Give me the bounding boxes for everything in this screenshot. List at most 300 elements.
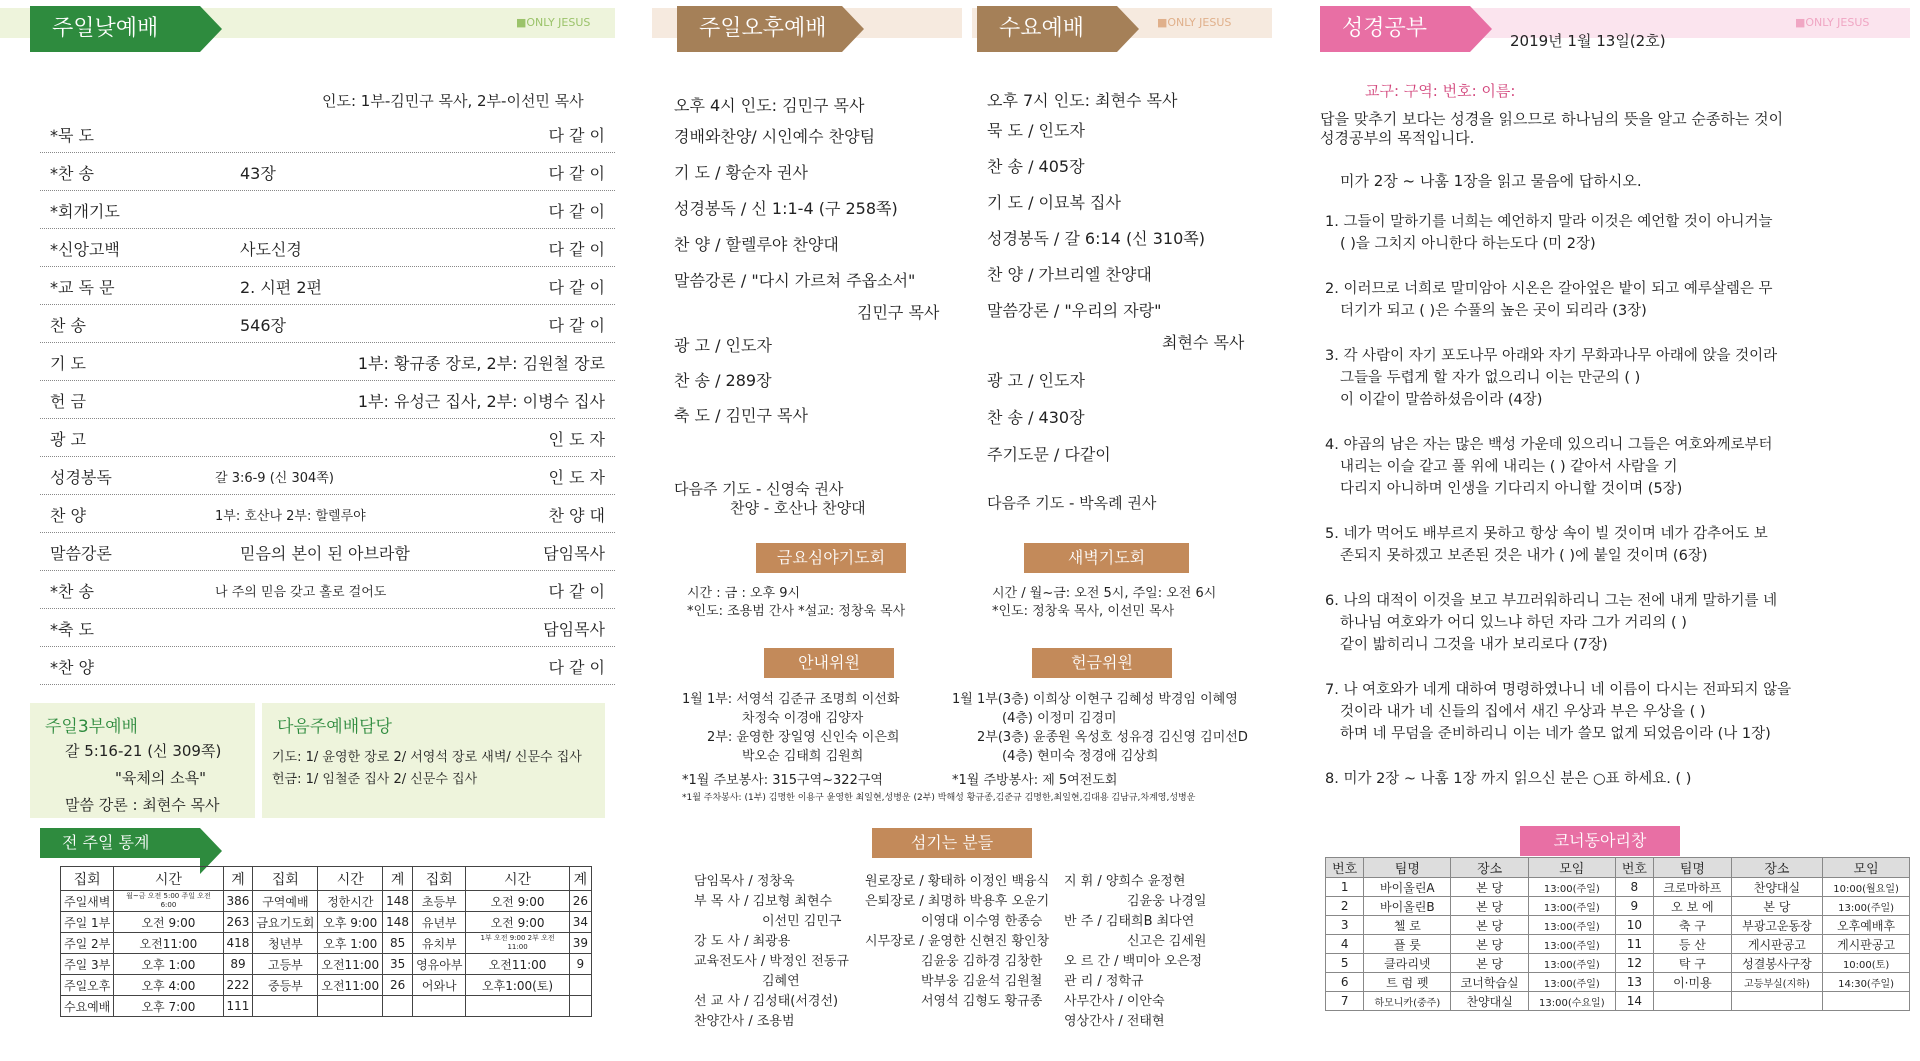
table-row <box>1326 954 1910 973</box>
table-cell <box>466 996 569 1017</box>
worship-leader: 1부: 유성근 집사, 2부: 이병수 집사 <box>357 392 605 411</box>
question-line: 8. 미가 2장 ~ 나훔 1장 까지 읽으신 분은 ○표 하세요. ( ) <box>1325 771 1692 787</box>
table-cell: 고등부 <box>253 954 318 975</box>
table-cell: 트 럼 펫 <box>1364 973 1451 992</box>
servant-line: 담임목사 / 정창욱 <box>694 874 795 889</box>
question-line: 2. 이러므로 너희로 말미암아 시온은 갈아엎은 밭이 되고 예루살렘은 무 <box>1325 281 1773 297</box>
servant-line: 이선민 김민구 <box>762 914 842 929</box>
worship-detail: 43장 <box>240 164 276 183</box>
servant-line: 교육전도사 / 박정인 전동규 <box>694 954 849 969</box>
table-cell: 찬양대실 <box>1731 878 1822 897</box>
servant-line: 오 르 간 / 백미아 오은정 <box>1064 954 1203 969</box>
worship-leader: 다 같 이 <box>548 202 605 221</box>
servant-line: 원로장로 / 황태하 이정인 백융식 <box>865 874 1050 889</box>
table-cell: 첼 로 <box>1364 916 1451 935</box>
table-cell: 오전11:00 <box>466 954 569 975</box>
table-cell: 1 <box>1326 878 1364 897</box>
table-cell: 어와나 <box>413 975 466 996</box>
next-prayer: 다음주 기도 - 신영숙 권사 <box>674 480 844 498</box>
table-row <box>61 891 592 912</box>
table-cell: 성결봉사구장 <box>1731 954 1822 973</box>
worship-item: *신앙고백 <box>50 240 120 259</box>
order-line: 성경봉독 / 갈 6:14 (신 310쪽) <box>987 229 1205 248</box>
question-line: 하며 네 무덤을 준비하리니 이는 네가 쓸모 없게 되었음이라 (나 1장) <box>1340 726 1771 742</box>
table-cell: 이·미용 <box>1654 973 1732 992</box>
table-row <box>61 933 592 954</box>
order-line: 찬 송 / 405장 <box>987 157 1085 176</box>
table-cell: 오전 9:00 <box>114 912 223 933</box>
worship-item: 찬 송 <box>50 316 86 335</box>
table-cell: 본 당 <box>1451 954 1529 973</box>
guide-title: 안내위원 <box>764 648 894 678</box>
question-line: 3. 각 사람이 자기 포도나무 아래와 자기 무화과나무 아래에 앉을 것이라 <box>1325 348 1778 364</box>
worship-row <box>40 609 615 647</box>
table-row <box>1326 878 1910 897</box>
table-header-cell: 집회 <box>253 867 318 891</box>
question-line: 것이라 내가 네 신들의 집에서 새긴 우상과 부은 우상을 ( ) <box>1340 704 1706 720</box>
servant-line: 시무장로 / 윤영한 신현진 황인창 <box>865 934 1050 949</box>
table-cell: 축 구 <box>1654 916 1732 935</box>
next-week-title: 다음주예배담당 <box>277 717 392 737</box>
friday-prayer-title: 금요심야기도회 <box>756 543 906 573</box>
question-line: 7. 나 여호와가 네게 대하여 명령하였나니 네 이름이 다시는 전파되지 않을 <box>1325 682 1792 698</box>
order-line: 오후 7시 인도: 최현수 목사 <box>987 91 1178 110</box>
worship-detail: 546장 <box>240 316 286 335</box>
next-week-prayer: 기도: 1/ 윤영한 장로 2/ 서영석 장로 새벽/ 신문수 집사 <box>272 750 582 765</box>
table-cell: 13:00(주일) <box>1823 897 1910 916</box>
table-cell: 89 <box>223 954 253 975</box>
table-cell: 초등부 <box>413 891 466 912</box>
worship-row <box>40 229 615 267</box>
table-cell: 13:00(주일) <box>1528 916 1615 935</box>
servant-line: 신고은 김세원 <box>1127 934 1207 949</box>
worship-row <box>40 495 615 533</box>
table-cell: 9 <box>569 954 591 975</box>
worship-detail: 나 주의 믿음 갖고 홀로 걸어도 <box>215 585 387 600</box>
table-cell: 6 <box>1326 973 1364 992</box>
servant-line: 이영대 이수영 한종승 <box>921 914 1043 929</box>
servant-line: 강 도 사 / 최광용 <box>694 934 791 949</box>
section-title: 주일오후예배 <box>677 6 842 52</box>
table-cell: 청년부 <box>253 933 318 954</box>
servants-title: 섬기는 분들 <box>872 828 1032 858</box>
table-cell: 12 <box>1615 954 1653 973</box>
table-header-cell: 계 <box>383 867 413 891</box>
table-cell: 오전11:00 <box>318 975 383 996</box>
order-line: 성경봉독 / 신 1:1-4 (구 258쪽) <box>674 199 898 218</box>
table-cell: 10:00(토) <box>1823 954 1910 973</box>
next-prayer: 다음주 기도 - 박옥례 권사 <box>987 494 1157 512</box>
worship-leader: 인 도 자 <box>548 430 605 449</box>
table-cell: 오후 1:00 <box>318 933 383 954</box>
table-header-cell: 시간 <box>114 867 223 891</box>
offering-line-4: (4층) 현미숙 정경애 김상희 <box>1002 749 1159 764</box>
table-cell: 오전 9:00 <box>466 912 569 933</box>
order-line: 찬 송 / 289장 <box>674 371 772 390</box>
table-cell: 1부 오전 9:00 2부 오전 11:00 <box>466 933 569 954</box>
worship-row <box>40 191 615 229</box>
table-cell: 418 <box>223 933 253 954</box>
table-row <box>1326 916 1910 935</box>
order-line: 기 도 / 황순자 권사 <box>674 163 808 182</box>
table-row <box>61 912 592 933</box>
question-line: 이 이같이 말씀하셨음이라 (4장) <box>1340 392 1543 408</box>
order-line: 기 도 / 이묘복 집사 <box>987 193 1121 212</box>
table-cell: 바이올린B <box>1364 897 1451 916</box>
table-header-cell: 시간 <box>318 867 383 891</box>
stats-title: 전 주일 통계 <box>40 828 200 858</box>
worship-item: *회개기도 <box>50 202 120 221</box>
table-cell: 오전 9:00 <box>466 891 569 912</box>
table-cell <box>413 996 466 1017</box>
question-line: 그들을 두렵게 할 자가 없으리니 이는 만군의 ( ) <box>1340 370 1641 386</box>
next-week-offering: 헌금: 1/ 임철준 집사 2/ 신문수 집사 <box>272 772 478 787</box>
third-service-preacher: 말씀 강론 : 최현수 목사 <box>65 796 220 814</box>
table-cell <box>1654 992 1732 1011</box>
table-header-row <box>1326 858 1910 878</box>
worship-row <box>40 419 615 457</box>
table-cell: 클라리넷 <box>1364 954 1451 973</box>
worship-item: *찬 송 <box>50 164 94 183</box>
table-cell <box>1823 992 1910 1011</box>
table-cell: 플 룻 <box>1364 935 1451 954</box>
sunday-morning-column <box>0 0 635 1061</box>
table-header-cell: 집회 <box>413 867 466 891</box>
dawn-time: 시간 / 월~금: 오전 5시, 주일: 오전 6시 <box>992 586 1217 601</box>
worship-leader: 1부: 황규종 장로, 2부: 김원철 장로 <box>357 354 605 373</box>
table-cell: 263 <box>223 912 253 933</box>
table-cell: 13:00(주일) <box>1528 954 1615 973</box>
order-line: 찬 양 / 가브리엘 찬양대 <box>987 265 1152 284</box>
worship-row <box>40 533 615 571</box>
order-line: 광 고 / 인도자 <box>987 371 1085 390</box>
table-cell: 85 <box>383 933 413 954</box>
table-cell: 고등부실(지하) <box>1731 973 1822 992</box>
table-header-cell: 팀명 <box>1364 858 1451 878</box>
table-cell: 10 <box>1615 916 1653 935</box>
order-line: 찬 송 / 430장 <box>987 408 1085 427</box>
worship-item: *묵 도 <box>50 126 94 145</box>
intro-line-2: 성경공부의 목적입니다. <box>1320 129 1475 147</box>
table-header-cell: 장소 <box>1451 858 1529 878</box>
table-cell: 13:00(주일) <box>1528 935 1615 954</box>
table-cell: 탁 구 <box>1654 954 1732 973</box>
table-cell: 크로마하프 <box>1654 878 1732 897</box>
table-cell: 주일오후 <box>61 975 114 996</box>
table-cell: 금요기도회 <box>253 912 318 933</box>
student-fields: 교구: 구역: 번호: 이름: <box>1365 82 1516 100</box>
issue-date: 2019년 1월 13일(2호) <box>1510 32 1666 50</box>
stats-table <box>60 866 592 1017</box>
only-jesus-mark: ■ONLY JESUS <box>1795 16 1870 29</box>
servant-line: 서영석 김형도 황규종 <box>921 994 1043 1009</box>
table-header-cell: 번호 <box>1326 858 1364 878</box>
servant-line: 김윤웅 김하경 김창한 <box>921 954 1043 969</box>
table-cell: 본 당 <box>1731 897 1822 916</box>
guide-line-1: 1월 1부: 서영석 김준규 조명희 이선화 <box>682 692 900 707</box>
order-line: 김민구 목사 <box>857 303 940 322</box>
servant-line: 찬양간사 / 조용범 <box>694 1014 795 1029</box>
table-cell: 2 <box>1326 897 1364 916</box>
table-row <box>1326 897 1910 916</box>
table-cell: 본 당 <box>1451 897 1529 916</box>
order-line: 광 고 / 인도자 <box>674 336 772 355</box>
table-header-cell: 계 <box>223 867 253 891</box>
order-line: 말씀강론 / "우리의 자랑" <box>987 301 1162 320</box>
section-title: 성경공부 <box>1320 6 1470 52</box>
guide-line-4: 박오순 김태희 김원희 <box>742 749 864 764</box>
question-line: 6. 나의 대적이 이것을 보고 부끄러워하리니 그는 전에 내게 말하기를 네 <box>1325 593 1778 609</box>
worship-leader: 찬 양 대 <box>548 506 605 525</box>
table-cell: 26 <box>569 891 591 912</box>
order-line: 축 도 / 김민구 목사 <box>674 406 808 425</box>
servant-line: 선 교 사 / 김성태(서경선) <box>694 994 839 1009</box>
servant-line: 사무간사 / 이안숙 <box>1064 994 1165 1009</box>
table-header-cell: 모임 <box>1823 858 1910 878</box>
table-cell: 게시판공고 <box>1823 935 1910 954</box>
table-cell: 14 <box>1615 992 1653 1011</box>
table-cell: 26 <box>383 975 413 996</box>
next-praise: 찬양 - 호산나 찬양대 <box>730 499 866 517</box>
table-cell <box>318 996 383 1017</box>
question-line: 하나님 여호와가 어디 있느냐 하던 자라 그가 거리의 ( ) <box>1340 615 1687 631</box>
section-title: 주일낮예배 <box>30 6 200 52</box>
table-cell: 39 <box>569 933 591 954</box>
table-header-cell: 집회 <box>61 867 114 891</box>
table-cell: 4 <box>1326 935 1364 954</box>
table-cell: 유치부 <box>413 933 466 954</box>
worship-leader: 다 같 이 <box>548 126 605 145</box>
friday-time: 시간 : 금 : 오후 9시 <box>687 586 801 601</box>
servant-line: 박부웅 김윤석 김원철 <box>921 974 1043 989</box>
worship-row <box>40 267 615 305</box>
table-cell: 게시판공고 <box>1731 935 1822 954</box>
table-cell: 하모니카(중주) <box>1364 992 1451 1011</box>
leader-line: 인도: 1부-김민구 목사, 2부-이선민 목사 <box>322 92 584 110</box>
worship-item: 찬 양 <box>50 506 86 525</box>
third-service-sermon: "육체의 소욕" <box>115 769 207 787</box>
table-cell <box>1731 992 1822 1011</box>
table-cell: 8 <box>1615 878 1653 897</box>
worship-row <box>40 571 615 609</box>
table-cell: 중등부 <box>253 975 318 996</box>
worship-item: 말씀강론 <box>50 544 112 563</box>
third-service-title: 주일3부예배 <box>45 717 138 737</box>
table-cell: 13 <box>1615 973 1653 992</box>
order-line: 주기도문 / 다같이 <box>987 445 1111 464</box>
table-cell: 본 당 <box>1451 916 1529 935</box>
table-cell: 14:30(주일) <box>1823 973 1910 992</box>
table-cell <box>253 996 318 1017</box>
worship-leader: 담임목사 <box>543 620 605 639</box>
servant-line: 은퇴장로 / 최명하 박용후 오운기 <box>865 894 1050 909</box>
worship-row <box>40 343 615 381</box>
club-table <box>1325 857 1910 1011</box>
table-cell: 148 <box>383 891 413 912</box>
table-cell: 5 <box>1326 954 1364 973</box>
worship-leader: 다 같 이 <box>548 316 605 335</box>
offering-line-1: 1월 1부(3층) 이희상 이현구 김혜성 박경임 이혜영 <box>952 692 1238 707</box>
order-line: 말씀강론 / "다시 가르쳐 주옵소서" <box>674 271 916 290</box>
table-cell: 부광고운동장 <box>1731 916 1822 935</box>
table-cell: 등 산 <box>1654 935 1732 954</box>
friday-leaders: *인도: 조용범 간사 *설교: 정창욱 목사 <box>687 604 906 619</box>
worship-leader: 다 같 이 <box>548 582 605 601</box>
table-header-cell: 시간 <box>466 867 569 891</box>
question-line: 5. 네가 먹어도 배부르지 못하고 항상 속이 빌 것이며 네가 감추어도 보 <box>1325 526 1768 542</box>
table-cell: 주일 3부 <box>61 954 114 975</box>
table-row <box>1326 935 1910 954</box>
offering-line-2: (4층) 이정미 김경미 <box>1002 711 1117 726</box>
worship-leader: 다 같 이 <box>548 164 605 183</box>
only-jesus-mark: ■ONLY JESUS <box>516 16 591 29</box>
worship-item: 헌 금 <box>50 392 86 411</box>
worship-detail: 2. 시편 2편 <box>240 278 322 297</box>
worship-leader: 인 도 자 <box>548 468 605 487</box>
kitchen-duty: *1월 주방봉사: 제 5여전도회 <box>952 773 1118 788</box>
offering-line-3: 2부(3층) 윤종원 옥성호 성유경 김신영 김미선D <box>977 730 1248 745</box>
table-cell: 코너학습실 <box>1451 973 1529 992</box>
table-cell: 13:00(주일) <box>1528 973 1615 992</box>
table-header-cell: 모임 <box>1528 858 1615 878</box>
table-cell: 34 <box>569 912 591 933</box>
table-cell: 영유아부 <box>413 954 466 975</box>
worship-detail: 믿음의 본이 된 아브라함 <box>240 544 410 563</box>
table-row <box>61 996 592 1017</box>
worship-row <box>40 381 615 419</box>
table-cell: 정한시간 <box>318 891 383 912</box>
table-cell: 35 <box>383 954 413 975</box>
table-cell: 오후1:00(토) <box>466 975 569 996</box>
worship-item: *교 독 문 <box>50 278 115 297</box>
worship-leader: 다 같 이 <box>548 240 605 259</box>
table-cell: 오후 9:00 <box>318 912 383 933</box>
table-cell: 9 <box>1615 897 1653 916</box>
parking-duty: *1월 주차봉사: (1부) 김명한 이용구 윤영한 최일현,성병운 (2부) 박해성 황규종,김준규 김명한,최일현,김대용 김남규,차계영,성병운 <box>682 793 1196 803</box>
table-cell: 386 <box>223 891 253 912</box>
question-line: 4. 야곱의 남은 자는 많은 백성 가운데 있으리니 그들은 여호와께로부터 <box>1325 437 1773 453</box>
question-line: 1. 그들이 말하기를 너희는 예언하지 말라 이것은 예언할 것이 아니거늘 <box>1325 214 1773 230</box>
bible-study-column <box>1320 0 1920 1061</box>
worship-row <box>40 457 615 495</box>
section-title: 수요예배 <box>977 6 1117 52</box>
order-line: 경배와찬양/ 시인예수 찬양팀 <box>674 127 876 146</box>
table-header-cell: 장소 <box>1731 858 1822 878</box>
offering-team-title: 헌금위원 <box>1032 648 1172 678</box>
third-service-scripture: 갈 5:16-21 (신 309쪽) <box>65 742 222 760</box>
question-line: 존되지 못하겠고 보존된 것은 내가 ( )에 붙일 것이며 (6장) <box>1340 548 1708 564</box>
table-header-cell: 계 <box>569 867 591 891</box>
table-cell: 수요예배 <box>61 996 114 1017</box>
question-line: ( )을 그치지 아니한다 하는도다 (미 2장) <box>1340 236 1596 252</box>
table-cell: 13:00(주일) <box>1528 878 1615 897</box>
servant-line: 반 주 / 김태희B 최다연 <box>1064 914 1195 929</box>
servant-line: 부 목 사 / 김보형 최현수 <box>694 894 833 909</box>
table-cell: 본 당 <box>1451 878 1529 897</box>
worship-detail: 갈 3:6-9 (신 304쪽) <box>215 471 334 486</box>
worship-item: *찬 양 <box>50 658 94 677</box>
table-cell: 111 <box>223 996 253 1017</box>
only-jesus-mark: ■ONLY JESUS <box>1157 16 1232 29</box>
worship-row <box>40 153 615 191</box>
table-cell: 오후 7:00 <box>114 996 223 1017</box>
order-line: 묵 도 / 인도자 <box>987 121 1085 140</box>
table-header-row <box>61 867 592 891</box>
worship-row <box>40 647 615 685</box>
table-cell: 11 <box>1615 935 1653 954</box>
club-title: 코너동아리창 <box>1520 826 1680 856</box>
table-row <box>61 954 592 975</box>
table-cell: 148 <box>383 912 413 933</box>
table-row <box>1326 973 1910 992</box>
table-row <box>1326 992 1910 1011</box>
worship-row <box>40 305 615 343</box>
worship-item: 광 고 <box>50 430 86 449</box>
order-line: 최현수 목사 <box>1162 333 1245 352</box>
question-line: 다리지 아니하며 인생을 기다리지 아니할 것이며 (5장) <box>1340 481 1683 497</box>
question-line: 더기가 되고 ( )은 수풀의 높은 곳이 되리라 (3장) <box>1340 303 1647 319</box>
question-line: 내리는 이슬 같고 풀 위에 내리는 ( ) 같아서 사람을 기 <box>1340 459 1678 475</box>
table-cell: 오전11:00 <box>318 954 383 975</box>
table-cell: 13:00(수요일) <box>1528 992 1615 1011</box>
worship-leader: 다 같 이 <box>548 278 605 297</box>
instruction: 미가 2장 ~ 나훔 1장을 읽고 물음에 답하시오. <box>1340 172 1642 190</box>
table-cell: 찬양대실 <box>1451 992 1529 1011</box>
servant-line: 지 휘 / 양희수 윤정현 <box>1064 874 1186 889</box>
table-header-cell: 번호 <box>1615 858 1653 878</box>
guide-line-3: 2부: 윤영한 장일영 신인숙 이은희 <box>707 730 900 745</box>
worship-item: 기 도 <box>50 354 86 373</box>
order-line: 찬 양 / 할렐루야 찬양대 <box>674 235 839 254</box>
table-header-cell: 팀명 <box>1654 858 1732 878</box>
dawn-leaders: *인도: 정창욱 목사, 이선민 목사 <box>992 604 1175 619</box>
table-cell: 주일 2부 <box>61 933 114 954</box>
table-cell: 구역예배 <box>253 891 318 912</box>
table-cell: 오후예배후 <box>1823 916 1910 935</box>
worship-detail: 1부: 호산나 2부: 할렐루야 <box>215 509 366 524</box>
servant-line: 김혜연 <box>762 974 800 989</box>
table-cell: 본 당 <box>1451 935 1529 954</box>
table-cell <box>569 996 591 1017</box>
dawn-prayer-title: 새벽기도회 <box>1024 543 1189 573</box>
worship-item: 성경봉독 <box>50 468 112 487</box>
table-cell <box>569 975 591 996</box>
table-cell: 오후 1:00 <box>114 954 223 975</box>
guide-line-2: 차정숙 이경애 김양자 <box>742 711 864 726</box>
table-cell: 오전11:00 <box>114 933 223 954</box>
servant-line: 김윤웅 나경일 <box>1127 894 1207 909</box>
worship-detail: 사도신경 <box>240 240 302 259</box>
table-cell: 3 <box>1326 916 1364 935</box>
intro-line-1: 답을 맞추기 보다는 성경을 읽으므로 하나님의 뜻을 알고 순종하는 것이 <box>1320 110 1784 128</box>
table-cell: 오 보 에 <box>1654 897 1732 916</box>
worship-row <box>40 115 615 153</box>
table-cell: 주일 1부 <box>61 912 114 933</box>
table-cell: 10:00(월요일) <box>1823 878 1910 897</box>
worship-item: *축 도 <box>50 620 94 639</box>
table-cell: 바이올린A <box>1364 878 1451 897</box>
worship-leader: 다 같 이 <box>548 658 605 677</box>
table-row <box>61 975 592 996</box>
servant-line: 관 리 / 정학규 <box>1064 974 1144 989</box>
table-cell: 13:00(주일) <box>1528 897 1615 916</box>
table-cell: 월~금 오전 5:00 주일 오전 6:00 <box>114 891 223 912</box>
guide-bulletin-duty: *1월 주보봉사: 315구역~322구역 <box>682 773 883 788</box>
worship-item: *찬 송 <box>50 582 94 601</box>
table-cell: 오후 4:00 <box>114 975 223 996</box>
table-cell: 222 <box>223 975 253 996</box>
order-line: 오후 4시 인도: 김민구 목사 <box>674 96 865 115</box>
